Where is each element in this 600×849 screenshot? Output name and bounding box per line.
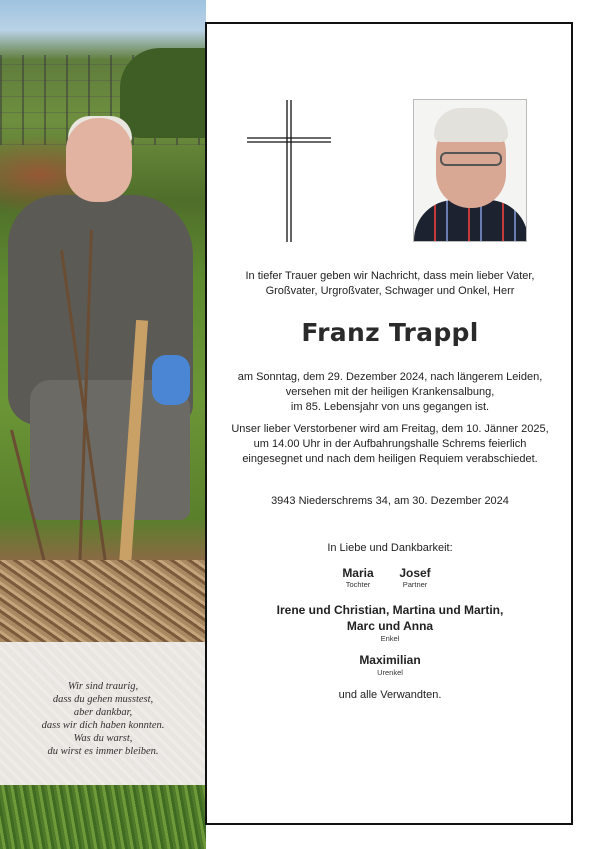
grass-photo	[0, 785, 206, 849]
mourner-josef	[390, 566, 440, 590]
quote-line: dass wir dich haben konnten.	[41, 720, 165, 731]
mourner-grandchildren	[207, 602, 573, 644]
mourner-great-grandchild	[207, 652, 573, 678]
portrait-glasses	[440, 152, 502, 166]
cross-icon	[247, 100, 331, 242]
funeral-notice	[207, 422, 573, 467]
blue-glove	[152, 355, 190, 405]
hedge	[120, 48, 206, 138]
death-notice	[207, 370, 573, 415]
grandchildren-line: Irene und Christian, Martina und Martin,	[276, 603, 504, 617]
memorial-quote	[0, 680, 206, 758]
garden-photo	[0, 0, 206, 642]
mourners-closing: und alle Verwandten.	[338, 689, 442, 701]
mourner-maria	[331, 566, 385, 590]
portrait-photo	[413, 99, 527, 242]
mourner-role: Partner	[402, 580, 428, 589]
mourners-intro: In Liebe und Dankbarkeit:	[327, 542, 453, 554]
funeral-line: um 14.00 Uhr in der Aufbahrungshalle Schrems feierlich	[253, 438, 527, 450]
portrait-hair	[434, 108, 508, 142]
intro-line: In tiefer Trauer geben wir Nachricht, dass mein lieber Vater,	[245, 270, 535, 282]
person-face	[66, 118, 132, 202]
funeral-line: Unser lieber Verstorbener wird am Freitag, dem 10. Jänner 2025,	[231, 423, 549, 435]
mourner-name: Maximilian	[359, 653, 421, 667]
mourner-role: Tochter	[345, 580, 371, 589]
mourner-name: Josef	[399, 566, 431, 580]
deceased-name: Franz Trappl	[301, 318, 479, 347]
mourner-role: Urenkel	[377, 668, 403, 677]
quote-line: Was du warst,	[73, 733, 133, 744]
death-line: im 85. Lebensjahr von uns gegangen ist.	[290, 401, 490, 413]
mourner-role: Enkel	[380, 634, 400, 643]
mourner-name: Maria	[342, 566, 374, 580]
quote-line: aber dankbar,	[73, 707, 133, 718]
wood-chips	[0, 560, 206, 642]
quote-line: du wirst es immer bleiben.	[47, 746, 159, 757]
quote-line: Wir sind traurig,	[67, 681, 139, 692]
memorial-photo-strip	[0, 0, 206, 849]
place-date: 3943 Niederschrems 34, am 30. Dezember 2024	[271, 495, 509, 507]
intro-line: Großvater, Urgroßvater, Schwager und Onkel, Herr	[265, 285, 515, 297]
death-line: am Sonntag, dem 29. Dezember 2024, nach längerem Leiden,	[237, 371, 543, 383]
grandchildren-line: Marc und Anna	[346, 619, 434, 633]
death-line: versehen mit der heiligen Krankensalbung,	[285, 386, 495, 398]
quote-line: dass du gehen musstest,	[52, 694, 154, 705]
intro-text	[207, 269, 573, 299]
funeral-line: eingesegnet und nach dem heiligen Requiem verabschiedet.	[242, 453, 538, 465]
